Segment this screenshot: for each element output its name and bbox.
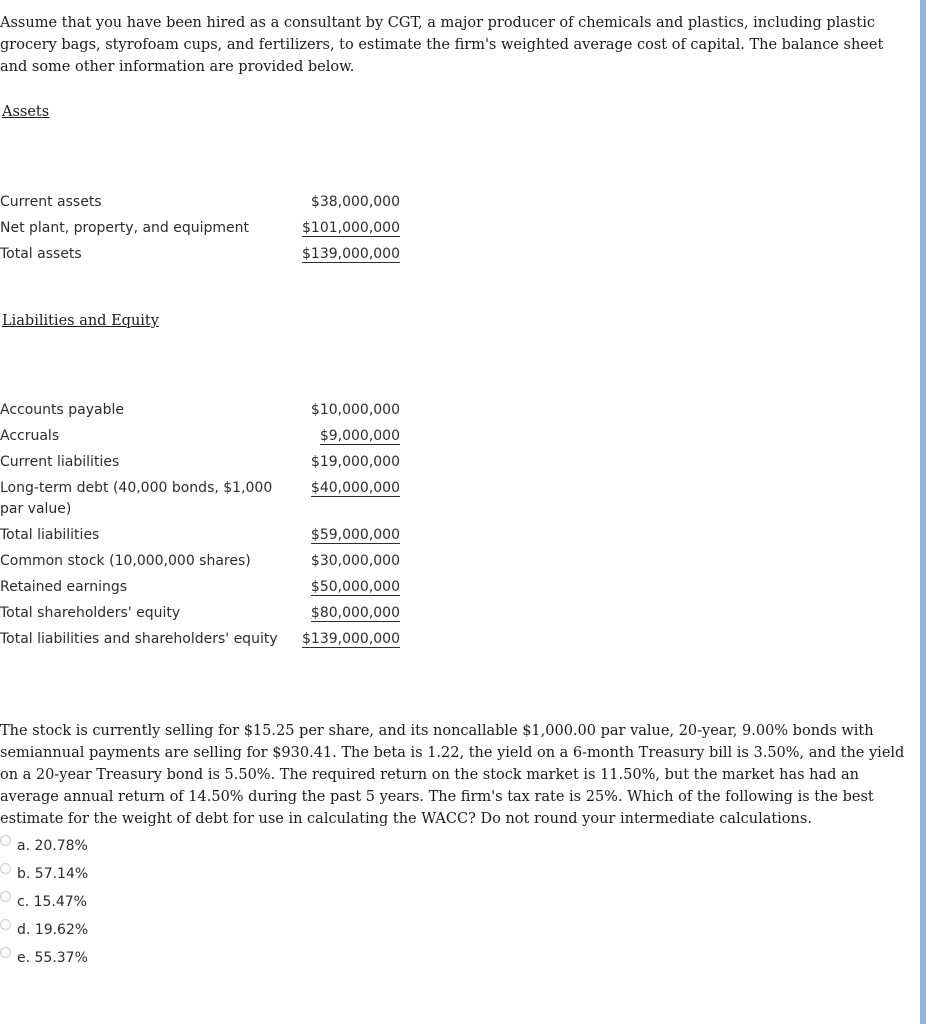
row-label: Total liabilities <box>0 527 100 543</box>
row-value: $50,000,000 <box>310 579 400 595</box>
option-d[interactable] <box>0 916 88 944</box>
assets-table <box>0 187 400 265</box>
row-value: $80,000,000 <box>310 605 400 621</box>
row-value: $40,000,000 <box>310 480 400 496</box>
radio-button[interactable] <box>0 919 11 930</box>
table-row <box>0 395 400 421</box>
row-value: $30,000,000 <box>310 553 400 569</box>
table-row <box>0 598 400 624</box>
table-row <box>0 520 400 546</box>
row-label: Common stock (10,000,000 shares) <box>0 553 251 569</box>
question-text: The stock is currently selling for $15.25 per share, and its noncallable $1,000.00 par value, 20-year, 9.00% bonds with semiannual payments are selling for $930.41. The beta is 1.22, the yield on a 6-month Treasury bill is 3.50%, and the yield on a 20-year Treasury bond is 5.50%. The required return on the stock market is 11.50%, but the market has had an average annual return of 14.50% during the past 5 years. The firm's tax rate is 25%. Which of the following is the best estimate for the weight of debt for use in calculating the WACC? Do not round your intermediate calculations. <box>0 723 905 827</box>
radio-button[interactable] <box>0 947 11 958</box>
option-c[interactable] <box>0 888 88 916</box>
row-value: $139,000,000 <box>302 631 400 647</box>
radio-button[interactable] <box>0 891 11 902</box>
liabilities-table <box>0 395 400 650</box>
row-value: $9,000,000 <box>319 428 400 444</box>
option-a[interactable] <box>0 832 88 860</box>
row-label: Total shareholders' equity <box>0 605 181 621</box>
option-label: c. 15.47% <box>17 894 87 910</box>
row-value: $38,000,000 <box>310 194 400 210</box>
liabilities-heading: Liabilities and Equity <box>2 313 159 329</box>
table-row <box>0 421 400 447</box>
row-value: $59,000,000 <box>310 527 400 543</box>
row-label: Current liabilities <box>0 454 120 470</box>
row-label: Retained earnings <box>0 579 128 595</box>
table-row <box>0 447 400 473</box>
row-value: $10,000,000 <box>310 402 400 418</box>
table-row <box>0 239 400 265</box>
row-label: Current assets <box>0 194 102 210</box>
radio-button[interactable] <box>0 863 11 874</box>
table-row <box>0 624 400 650</box>
row-label: Net plant, property, and equipment <box>0 220 250 236</box>
row-label: Accruals <box>0 428 60 444</box>
row-label: Total assets <box>0 246 82 262</box>
row-value: $101,000,000 <box>302 220 400 236</box>
intro-text: Assume that you have been hired as a consultant by CGT, a major producer of chemicals and plastics, including plastic grocery bags, styrofoam cups, and fertilizers, to estimate the firm's weighted average cost of capital. The balance sheet and some other information are provided below. <box>0 15 884 75</box>
table-row <box>0 187 400 213</box>
scroll-edge-bar <box>920 0 926 1024</box>
table-row <box>0 213 400 239</box>
option-label: e. 55.37% <box>17 950 88 966</box>
row-label: Total liabilities and shareholders' equity <box>0 631 278 647</box>
radio-button[interactable] <box>0 835 11 846</box>
answer-options <box>0 832 88 972</box>
option-label: a. 20.78% <box>17 838 88 854</box>
table-row <box>0 572 400 598</box>
row-value: $19,000,000 <box>310 454 400 470</box>
option-label: d. 19.62% <box>17 922 89 938</box>
row-value: $139,000,000 <box>302 246 400 262</box>
option-label: b. 57.14% <box>17 866 89 882</box>
row-label: Long-term debt (40,000 bonds, $1,000 par value) <box>0 480 273 517</box>
table-row <box>0 473 400 520</box>
table-row <box>0 546 400 572</box>
option-e[interactable] <box>0 944 88 972</box>
assets-heading: Assets <box>2 104 50 120</box>
row-label: Accounts payable <box>0 402 124 418</box>
option-b[interactable] <box>0 860 88 888</box>
